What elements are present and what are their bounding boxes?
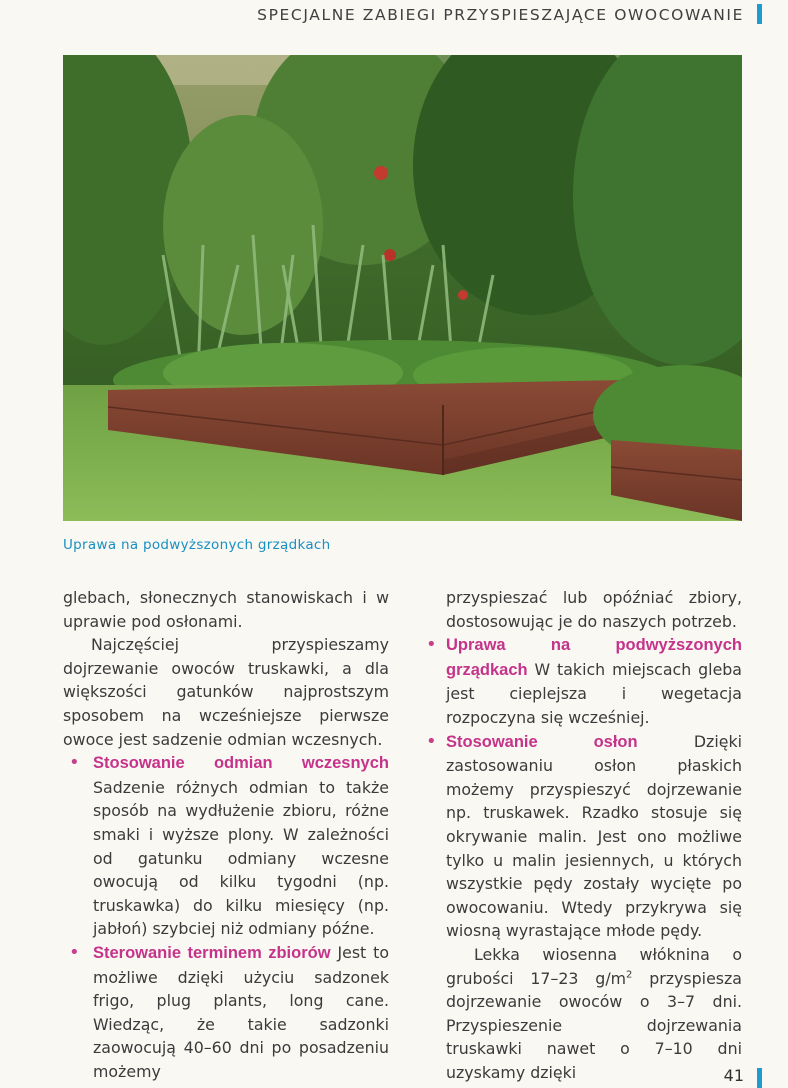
bullet-term: Uprawa na podwyższonych grządkach <box>446 636 742 679</box>
bullet-text: Jest to możliwe dzięki użyciu sadzonek frigo, plug plants, long cane. Wiedząc, że takie sadzonki zaowocują 40–60 dni po posadzeniu możemy <box>93 942 389 1081</box>
footer-accent-bar <box>757 1068 762 1088</box>
left-column <box>63 586 389 1083</box>
page-number: 41 <box>723 1066 744 1085</box>
bullet-text: Sadzenie różnych odmian to także sposób na wydłużenie zbioru, różne smaki i wyższe plony. W zależności od gatunku odmiany wczesne owocują od kilku tygodni (np. truskawka) do kilku miesięcy (np. jabłoń) szybciej niż odmiany późne. <box>93 777 389 939</box>
paragraph: Najczęściej przyspieszamy dojrzewanie owoców truskawki, a dla większości gatunków najprostszym sposobem na wcześniejsze pierwsze owoce jest sadzenie odmian wczesnych. <box>63 635 389 749</box>
paragraph-text: przyspiesza dojrzewanie owoców o 3–7 dni. Przyspieszenie dojrzewania truskawki nawet o 7–10 dni uzyskamy dzięki <box>446 968 742 1082</box>
paragraph: glebach, słonecznych stanowiskach i w uprawie pod osłonami. <box>63 588 389 631</box>
header-accent-bar <box>757 4 762 24</box>
bullet-term: Stosowanie osłon <box>446 732 638 751</box>
bullet-term: Stosowanie odmian wczesnych <box>93 754 389 773</box>
bullet-item <box>446 633 742 729</box>
paragraph: przyspieszać lub opóźniać zbiory, dostosowując je do naszych potrzeb. <box>446 588 742 631</box>
bullet-text: Dzięki zastosowaniu osłon płaskich możemy przyspieszyć dojrzewanie np. truskawek. Rzadko stosuje się okrywanie malin. Jest ono możliwe tylko u malin jesiennych, u których wszystkie pędy zostały wycięte po owocowaniu. Wtedy przykrywa się wiosną wyrastające młode pędy. <box>446 731 742 941</box>
paragraph-text: Lekka wiosenna włóknina o grubości 17–23 g/m <box>446 944 742 988</box>
figure-caption: Uprawa na podwyższonych grządkach <box>63 537 331 553</box>
bullet-item <box>446 730 742 943</box>
right-column <box>446 586 742 1084</box>
bullet-term: Sterowanie terminem zbiorów <box>93 943 331 962</box>
bullet-text: W takich miejscach gleba jest cieplejsza i wegetacja rozpoczyna się wcześniej. <box>446 659 742 727</box>
bullet-item <box>63 751 389 941</box>
running-title: SPECJALNE ZABIEGI PRZYSPIESZAJĄCE OWOCOWANIE <box>257 6 744 24</box>
raised-bed-photo <box>63 55 742 521</box>
paragraph <box>446 943 742 1085</box>
bullet-item <box>63 941 389 1084</box>
superscript: 2 <box>626 969 633 981</box>
